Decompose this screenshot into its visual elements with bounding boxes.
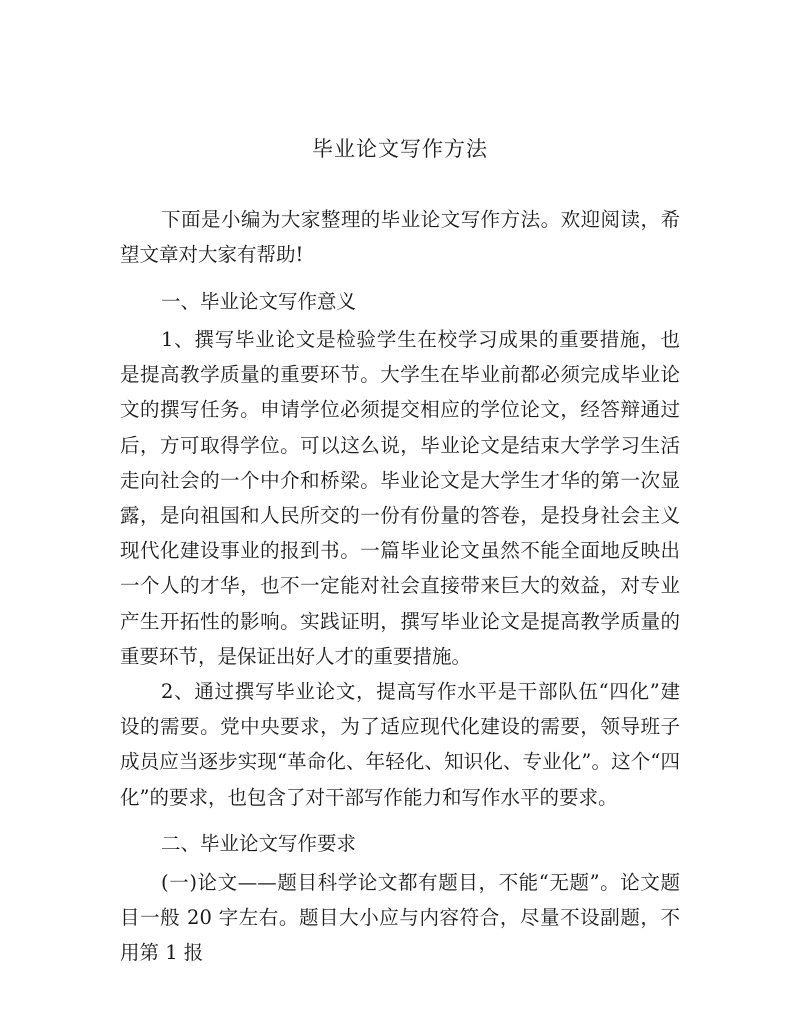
paragraph-3: (一)论文——题目科学论文都有题目，不能“无题”。论文题目一般 20 字左右。题目大小应与内容符合，尽量不设副题，不用第 1 报 xyxy=(120,871,680,965)
document-title: 毕业论文写作方法 xyxy=(312,137,488,161)
intro-paragraph: 下面是小编为大家整理的毕业论文写作方法。欢迎阅读，希望文章对大家有帮助! xyxy=(120,208,680,267)
section-heading-2: 二、毕业论文写作要求 xyxy=(161,832,357,855)
paragraph-2: 2、通过撰写毕业论文，提高写作水平是干部队伍“四化”建设的需要。党中央要求，为了适应现代化建设的需要，领导班子成员应当逐步实现“革命化、年轻化、知识化、专业化”。这个“四化”的要求，也包含了对干部写作能力和写作水平的要求。 xyxy=(120,680,680,809)
paragraph-1: 1、撰写毕业论文是检验学生在校学习成果的重要措施，也是提高教学质量的重要环节。大学生在毕业前都必须完成毕业论文的撰写任务。申请学位必须提交相应的学位论文，经答辩通过后，方可取得学位。可以这么说，毕业论文是结束大学学习生活走向社会的一个中介和桥梁。毕业论文是大学生才华的第一次显露，是向祖国和人民所交的一份有份量的答卷，是投身社会主义现代化建设事业的报到书。一篇毕业论文虽然不能全面地反映出一个人的才华，也不一定能对社会直接带来巨大的效益，对专业产生开拓性的影响。实践证明，撰写毕业论文是提高教学质量的重要环节，是保证出好人才的重要措施。 xyxy=(120,328,680,668)
section-heading-1: 一、毕业论文写作意义 xyxy=(161,290,357,313)
